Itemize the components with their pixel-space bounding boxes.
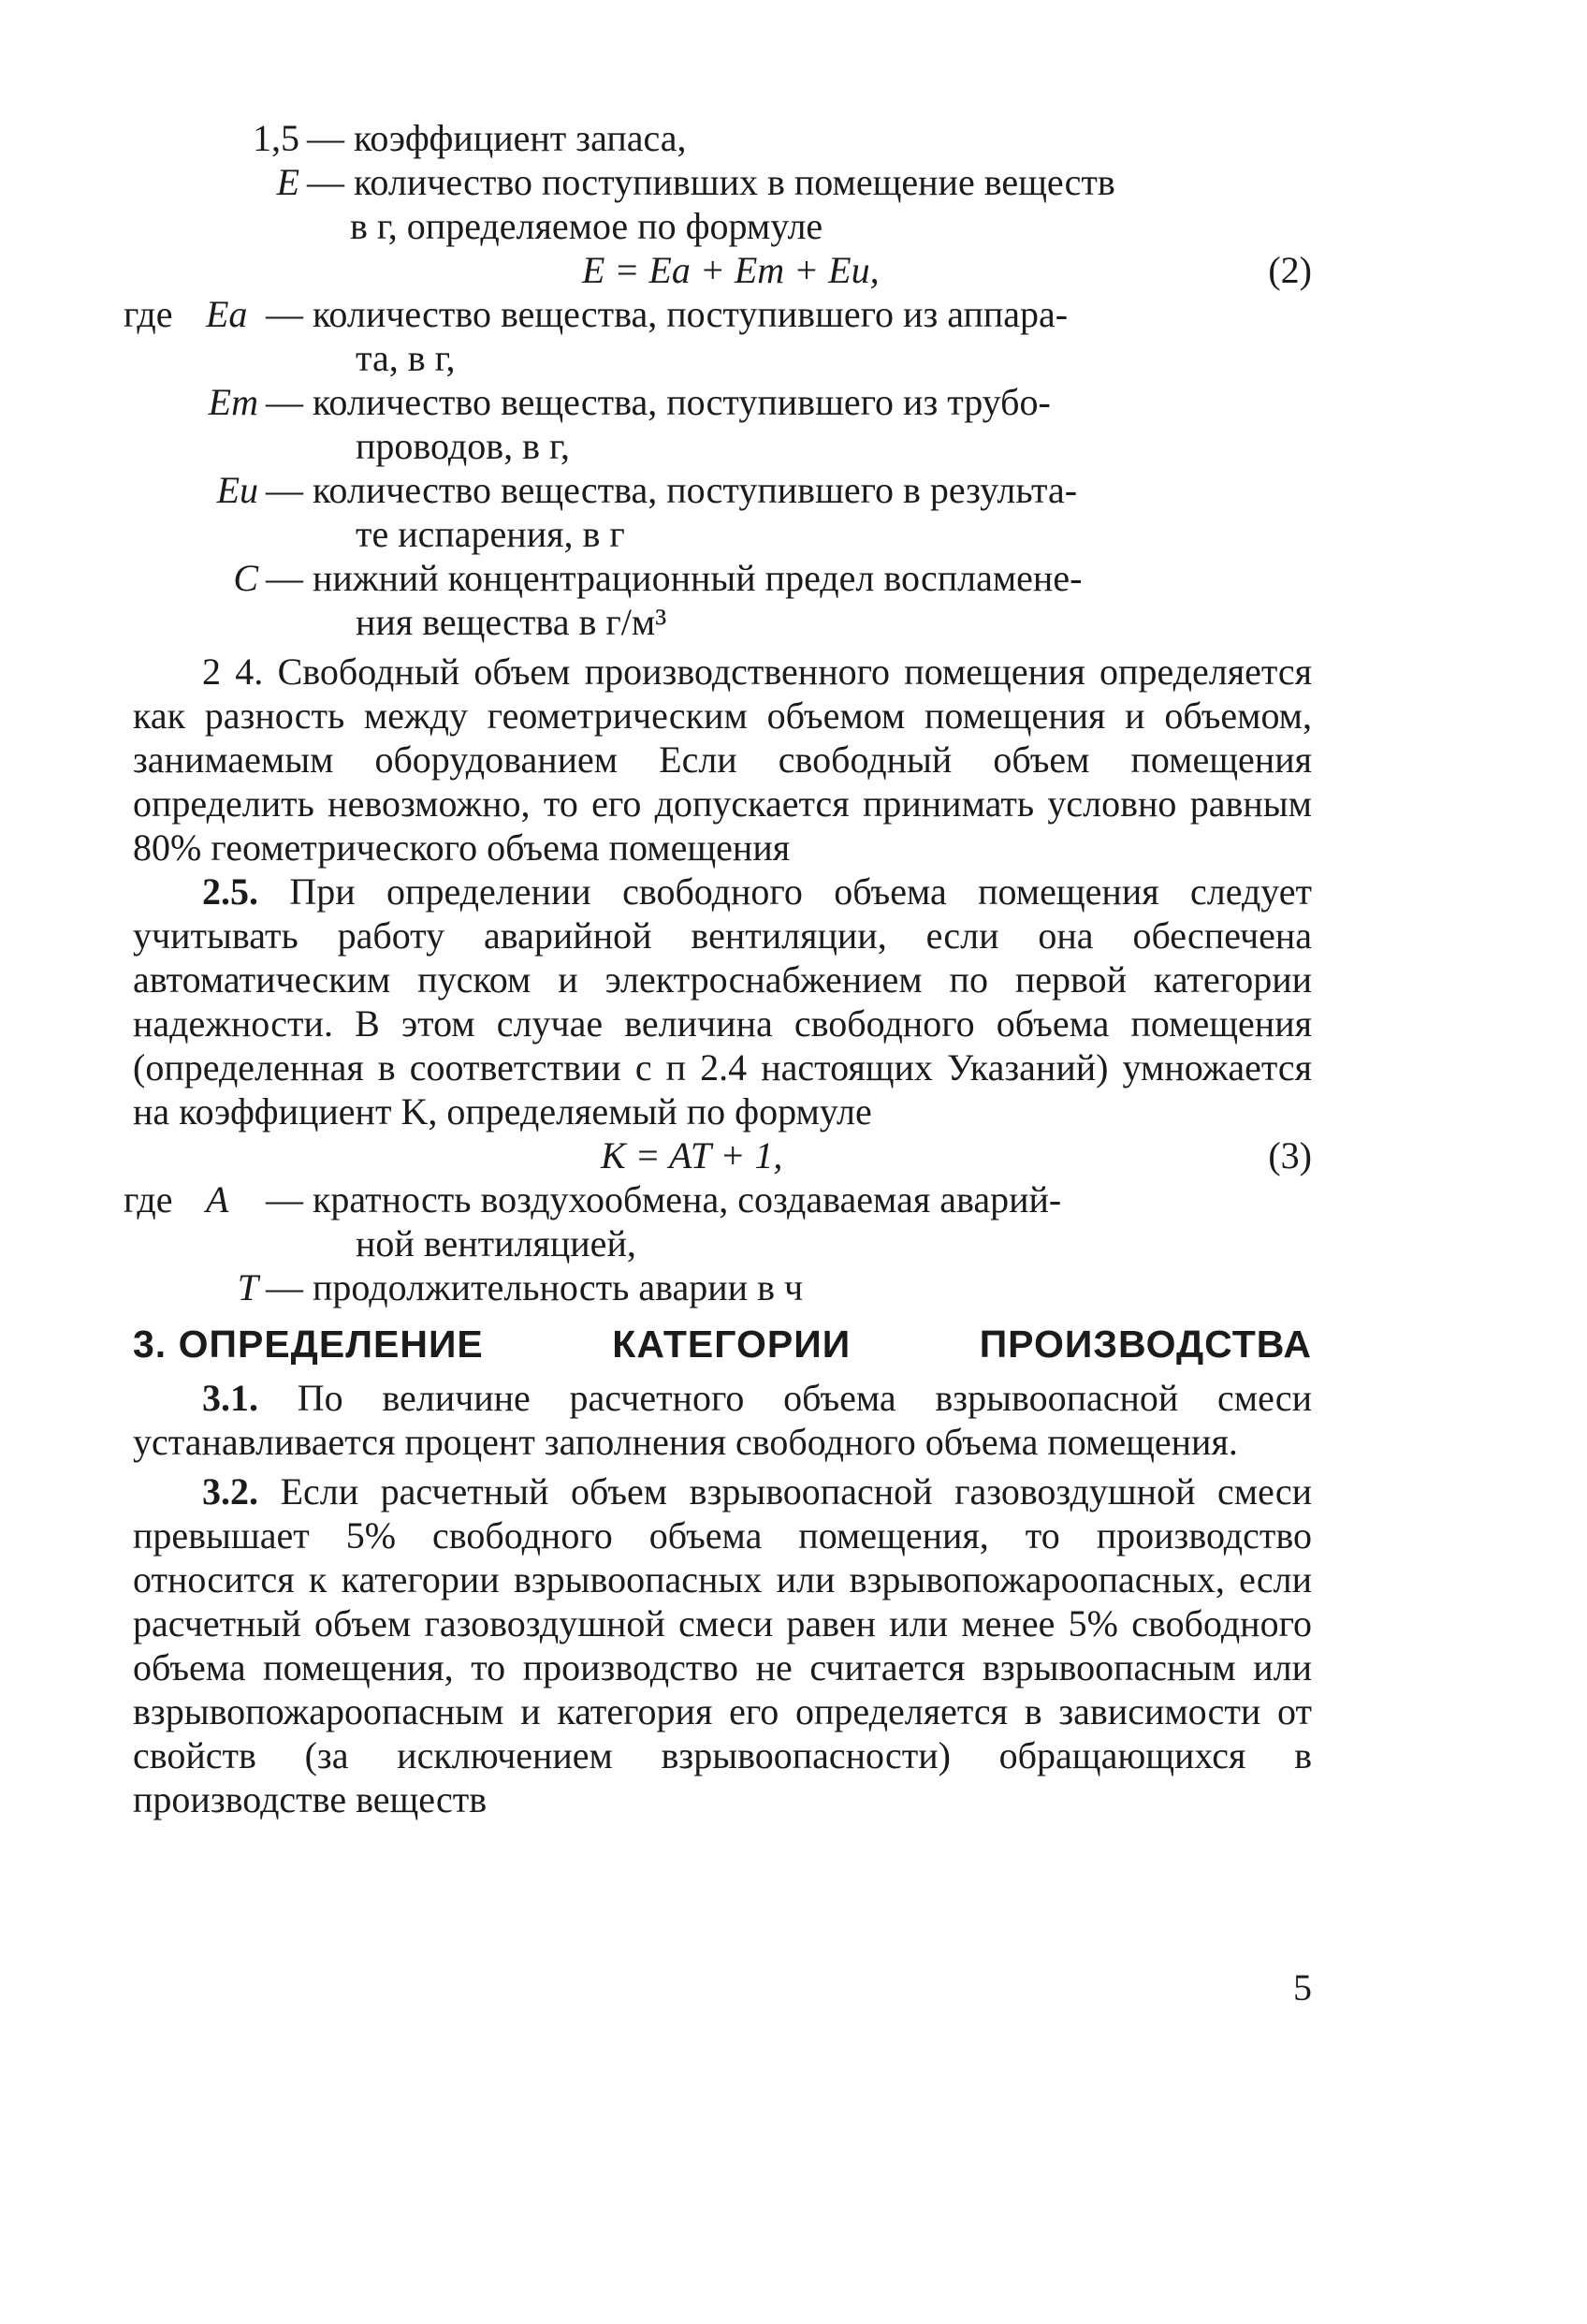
paragraph-number: 3.2. [202, 1470, 258, 1513]
formula-expression: E = Eа + Eт + Eи, [582, 249, 880, 291]
definition-symbol: A [206, 1178, 229, 1220]
paragraph-text: Свободный объем производственного помещения определяется как разность между геометрическим объемом помещения и объемом, занимаемым оборудованием Если свободный объем помещения определить невозможно, то его допускается принимать условно равным 80% геометрического объема помещения [133, 650, 1313, 869]
definition-continuation: та, в г, [356, 337, 456, 379]
paragraph-3-1 [133, 1376, 1312, 1464]
definition-text: кратность воздухообмена, создаваемая аварий- [313, 1178, 1062, 1220]
definition-row: 1,5 — коэффициент запаса, [208, 116, 1312, 160]
paragraph-number: 2.5. [202, 870, 258, 913]
heading-number: 3. [133, 1323, 167, 1366]
definition-symbol: T [237, 1266, 258, 1308]
definition-text: продолжительность аварии в ч [313, 1266, 804, 1308]
heading-word: ПРОИЗВОДСТВА [979, 1323, 1312, 1366]
formula-2 [208, 248, 1312, 292]
paragraph-number: 3.1. [202, 1377, 258, 1419]
paragraph-text: По величине расчетного объема взрывоопасной смеси устанавливается процент заполнения свободного объема помещения. [133, 1377, 1312, 1463]
definition-continuation: проводов, в г, [356, 425, 570, 467]
formula-3 [208, 1133, 1312, 1177]
paragraph-text: При определении свободного объема помещения следует учитывать работу аварийной вентиляции, если она обеспечена автоматическим пуском и электроснабжением по первой категории надежности. В этом случае величина свободного объема помещения (определенная в соответствии с п 2.4 настоящих Указаний) умножается на коэффициент K, определяемый по формуле [133, 870, 1312, 1133]
definition-text: количество вещества, поступившего из трубо- [313, 381, 1051, 423]
definition-symbol: Eи [216, 469, 258, 511]
definition-symbol: Eт [208, 381, 258, 423]
definition-continuation: ния вещества в г/м³ [356, 601, 667, 643]
definition-text: нижний концентрационный предел воспламене- [313, 557, 1083, 599]
definition-text: количество вещества, поступившего в результа- [313, 469, 1078, 511]
definition-continuation: те испарения, в г [356, 513, 625, 555]
heading-word: ОПРЕДЕЛЕНИЕ [178, 1323, 484, 1366]
formula-number: (2) [1268, 249, 1312, 291]
definition-continuation: в г, определяемое по формуле [350, 205, 823, 247]
definition-symbol: 1,5 [253, 117, 299, 159]
definition-symbol: E [276, 161, 299, 203]
formula-number: (3) [1268, 1134, 1312, 1177]
where-word: где [124, 1178, 173, 1220]
definition-text: коэффициент запаса, [354, 117, 687, 159]
definition-symbol: Eа [206, 293, 248, 335]
where-word: где [124, 293, 173, 335]
heading-word: КАТЕГОРИИ [612, 1323, 852, 1366]
paragraph-3-2 [133, 1469, 1312, 1821]
definition-text: количество вещества, поступившего из аппара- [313, 293, 1069, 335]
definition-text: количество поступивших в помещение веществ [354, 161, 1115, 203]
paragraph-2-4 [133, 650, 1312, 870]
definitions-e: где Eа — количество вещества, поступившего из аппара- та, в г, Eт — количество вещества, поступившего из трубо- проводов, в г, Eи — количество вещества, поступившего в результа- те испарения, в г C — нижний концентрационный предел воспламене- ния вещества в г/м³ [124, 292, 1312, 644]
definition-symbol: C [233, 557, 258, 599]
page-number: 5 [1293, 1966, 1312, 2009]
paragraph-text: Если расчетный объем взрывоопасной газовоздушной смеси превышает 5% свободного объема помещения, то производство относится к категории взрывоопасных или взрывопожароопасных, если расчетный объем газовоздушной смеси равен или менее 5% свободного объема помещения, то производство не считается взрывоопасным или взрывопожароопасным и категория его определяется в зависимости от свойств (за исключением взрывоопасности) обращающихся в производстве веществ [133, 1470, 1313, 1820]
section-heading [133, 1323, 1312, 1367]
paragraph-number: 2 4. [202, 650, 264, 693]
paragraph-2-5 [133, 870, 1312, 1133]
formula-expression: K = AT + 1, [601, 1134, 783, 1177]
definition-row: E — количество поступивших в помещение веществ [208, 160, 1312, 204]
definitions-k: где A — кратность воздухообмена, создаваемая аварий- ной вентиляцией, T — продолжительность аварии в ч [124, 1177, 1312, 1309]
definition-continuation: ной вентиляцией, [356, 1222, 636, 1264]
